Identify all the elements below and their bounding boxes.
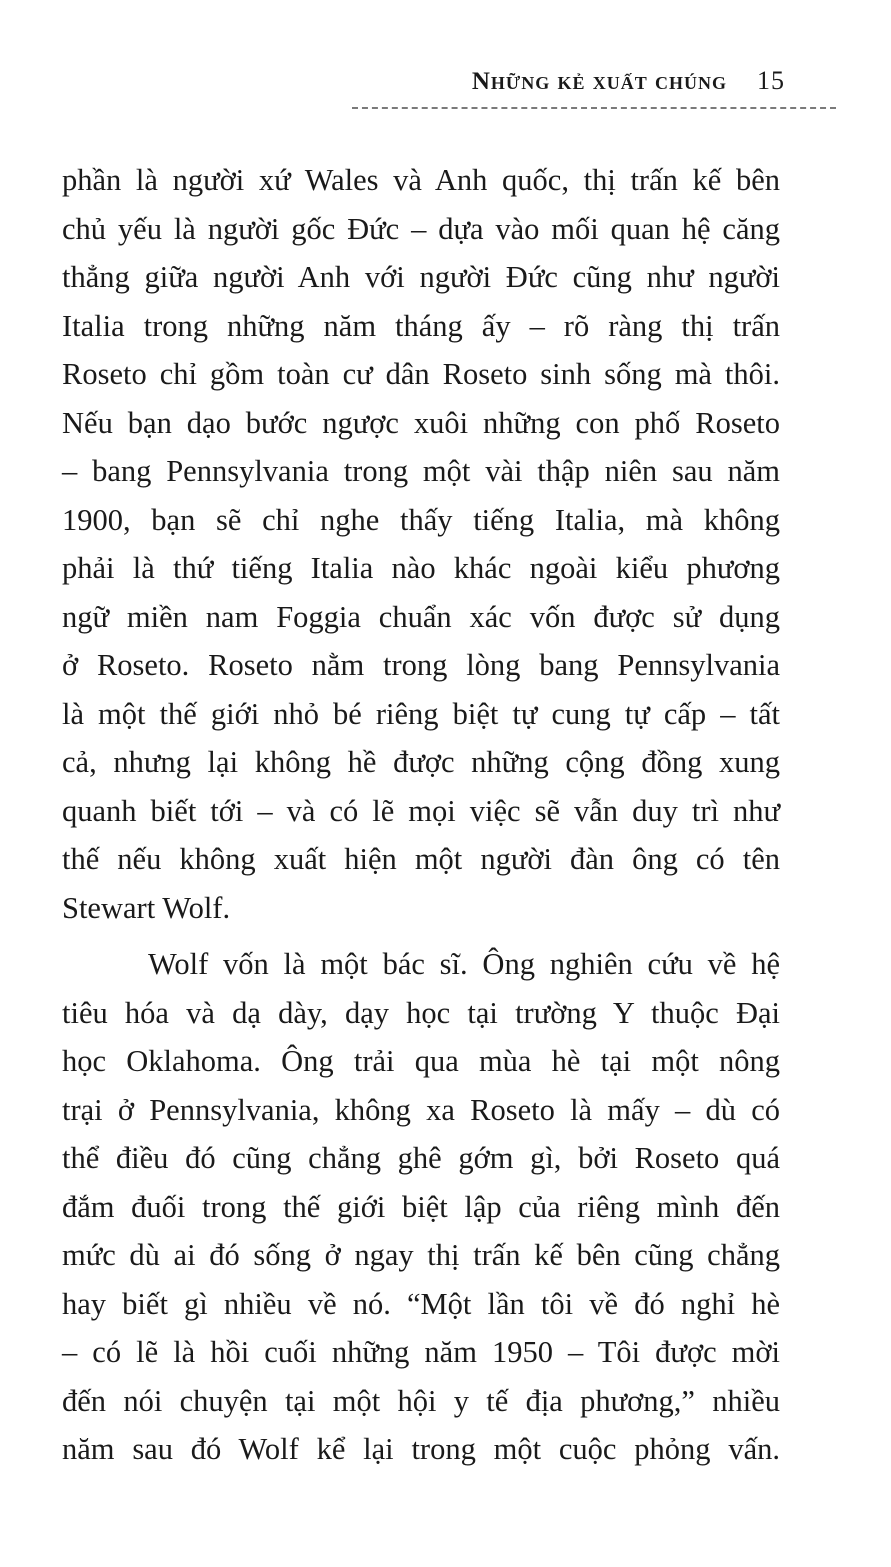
text-line: tiêu hóa và dạ dày, dạy học tại trường Y thuộc Đại	[62, 995, 780, 1030]
page-number: 15	[757, 66, 785, 95]
text-line: thể điều đó cũng chẳng ghê gớm gì, bởi Roseto quá	[62, 1141, 780, 1175]
text-line: trại ở Pennsylvania, không xa Roseto là mấy – dù có	[62, 1092, 780, 1127]
running-header-title: Những kẻ xuất chúng	[471, 68, 727, 95]
text-line: Wolf vốn là một bác sĩ. Ông nghiên cứu về hệ	[148, 947, 780, 981]
text-line: hay biết gì nhiều về nó. “Một lần tôi về đó nghỉ hè	[62, 1286, 780, 1321]
text-line: thẳng giữa người Anh với người Đức cũng như người	[62, 260, 780, 294]
text-line: 1900, bạn sẽ chỉ nghe thấy tiếng Italia, mà không	[62, 502, 780, 537]
paragraph-2	[62, 940, 780, 1474]
text-line: phải là thứ tiếng Italia nào khác ngoài kiểu phương	[62, 551, 780, 585]
text-line: chủ yếu là người gốc Đức – dựa vào mối quan hệ căng	[62, 211, 780, 246]
text-line: học Oklahoma. Ông trải qua mùa hè tại một nông	[62, 1044, 780, 1078]
text-line: đến nói chuyện tại một hội y tế địa phương,” nhiều	[62, 1383, 780, 1418]
text-line: – bang Pennsylvania trong một vài thập niên sau năm	[62, 454, 780, 488]
text-line: Stewart Wolf.	[62, 890, 231, 925]
text-line: thế nếu không xuất hiện một người đàn ông có tên	[62, 842, 780, 876]
text-line: Italia trong những năm tháng ấy – rõ ràng thị trấn	[62, 308, 780, 343]
running-header	[395, 66, 785, 106]
text-line: năm sau đó Wolf kể lại trong một cuộc phỏng vấn.	[62, 1432, 780, 1466]
header-dashed-rule	[352, 107, 836, 109]
text-line: Nếu bạn dạo bước ngược xuôi những con phố Roseto	[62, 405, 780, 440]
text-line: quanh biết tới – và có lẽ mọi việc sẽ vẫn duy trì như	[62, 793, 780, 828]
paragraph-1	[62, 156, 780, 932]
text-line: – có lẽ là hồi cuối những năm 1950 – Tôi được mời	[62, 1335, 780, 1369]
paragraph-spacer	[62, 932, 780, 940]
body-text	[62, 156, 780, 1474]
text-line: ngữ miền nam Foggia chuẩn xác vốn được sử dụng	[62, 599, 780, 634]
text-line: mức dù ai đó sống ở ngay thị trấn kế bên cũng chẳng	[62, 1238, 780, 1272]
text-line: cả, nhưng lại không hề được những cộng đồng xung	[62, 745, 780, 779]
text-line: ở Roseto. Roseto nằm trong lòng bang Pennsylvania	[62, 648, 780, 682]
text-line: là một thế giới nhỏ bé riêng biệt tự cung tự cấp – tất	[62, 696, 780, 731]
text-line: đắm đuối trong thế giới biệt lập của riêng mình đến	[62, 1189, 780, 1224]
text-line: Roseto chỉ gồm toàn cư dân Roseto sinh sống mà thôi.	[62, 357, 780, 391]
text-line: phần là người xứ Wales và Anh quốc, thị trấn kế bên	[62, 163, 780, 197]
